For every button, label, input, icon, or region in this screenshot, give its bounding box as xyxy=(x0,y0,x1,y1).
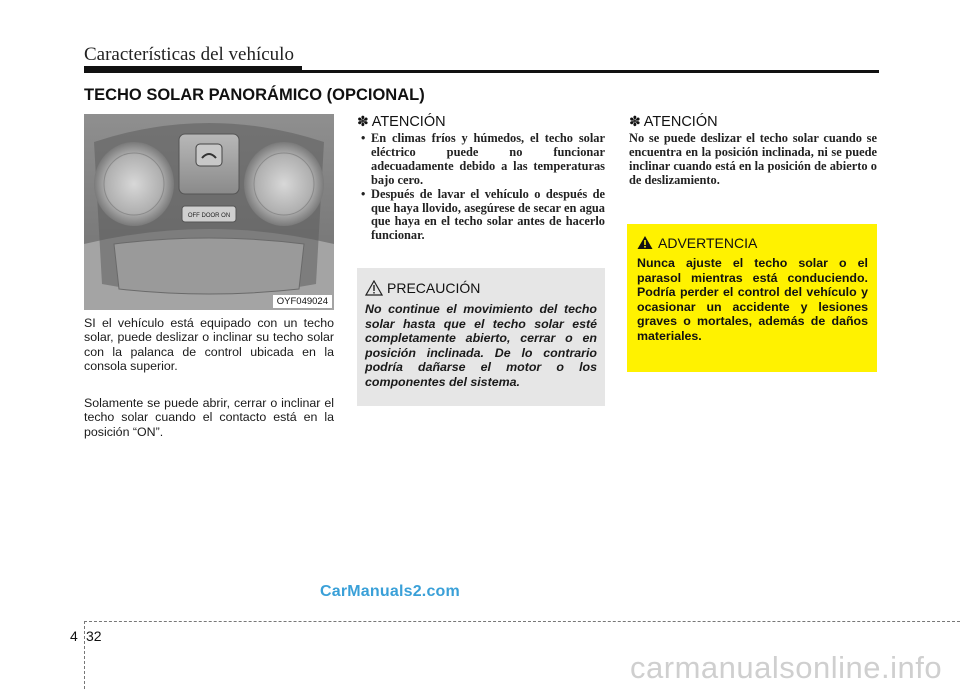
caution-title: PRECAUCIÓN xyxy=(387,280,481,296)
door-switch-label: OFF DOOR ON xyxy=(187,213,231,219)
footer-rule xyxy=(84,621,960,622)
attention-heading-2 xyxy=(629,113,718,130)
warning-title: ADVERTENCIA xyxy=(658,235,758,251)
attention-list-1 xyxy=(357,132,605,243)
page-header-title: Características del vehículo xyxy=(84,44,294,65)
watermark-top[interactable]: CarManuals2.com xyxy=(320,583,460,600)
attention-item: • En climas fríos y húmedos, el techo solar eléctrico puede no funcionar adecuadamente debido a las temperaturas bajo cero. xyxy=(357,132,605,188)
caution-box xyxy=(357,268,605,406)
warning-box xyxy=(627,224,877,372)
header-tab-bar xyxy=(84,66,302,73)
warning-triangle-icon xyxy=(637,235,653,253)
caution-text: No continue el movimiento del techo solar hasta que el techo solar esté completamente abierto, cerrar o en posición inclinada. De lo contrario podría dañarse el motor o los componentes del sistema. xyxy=(365,302,597,389)
attention-text-2: No se puede deslizar el techo solar cuando se encuentra en la posición inclinada, ni se puede inclinar cuando está en la posición de abierto o de deslizamiento. xyxy=(629,131,877,187)
warning-heading xyxy=(637,235,757,253)
caution-triangle-icon xyxy=(365,280,383,299)
attention-item: • Después de lavar el vehículo o después de que haya llovido, asegúrese de secar en agua que haya en el techo solar antes de hacerlo funcionar. xyxy=(357,188,605,244)
page-number-value: 32 xyxy=(86,628,102,644)
watermark-bottom[interactable]: carmanualsonline.info xyxy=(630,650,943,685)
section-title: TECHO SOLAR PANORÁMICO (OPCIONAL) xyxy=(84,86,425,104)
attention-heading-1 xyxy=(357,113,446,130)
attention-star-icon: ✽ xyxy=(357,113,369,129)
figure-code: OYF049024 xyxy=(273,295,332,308)
caution-heading xyxy=(365,280,480,299)
chapter-number: 4 xyxy=(70,628,78,644)
warning-text: Nunca ajuste el techo solar o el parasol mientras está conduciendo. Podría perder el control del vehículo y ocasionar un accidente y lesiones graves o mortales, además de daños materiales. xyxy=(637,256,868,343)
intro-paragraph: SI el vehículo está equipado con un techo solar, puede deslizar o inclinar su techo solar con la palanca de control ubicada en la consola superior. xyxy=(84,316,334,373)
operation-paragraph: Solamente se puede abrir, cerrar o inclinar el techo solar cuando el contacto está en la posición “ON”. xyxy=(84,396,334,439)
page-number xyxy=(70,628,102,644)
attention-title-1: ATENCIÓN xyxy=(371,114,446,130)
overhead-console-photo xyxy=(84,114,334,310)
attention-star-icon: ✽ xyxy=(629,113,641,129)
attention-title-2: ATENCIÓN xyxy=(643,114,718,130)
